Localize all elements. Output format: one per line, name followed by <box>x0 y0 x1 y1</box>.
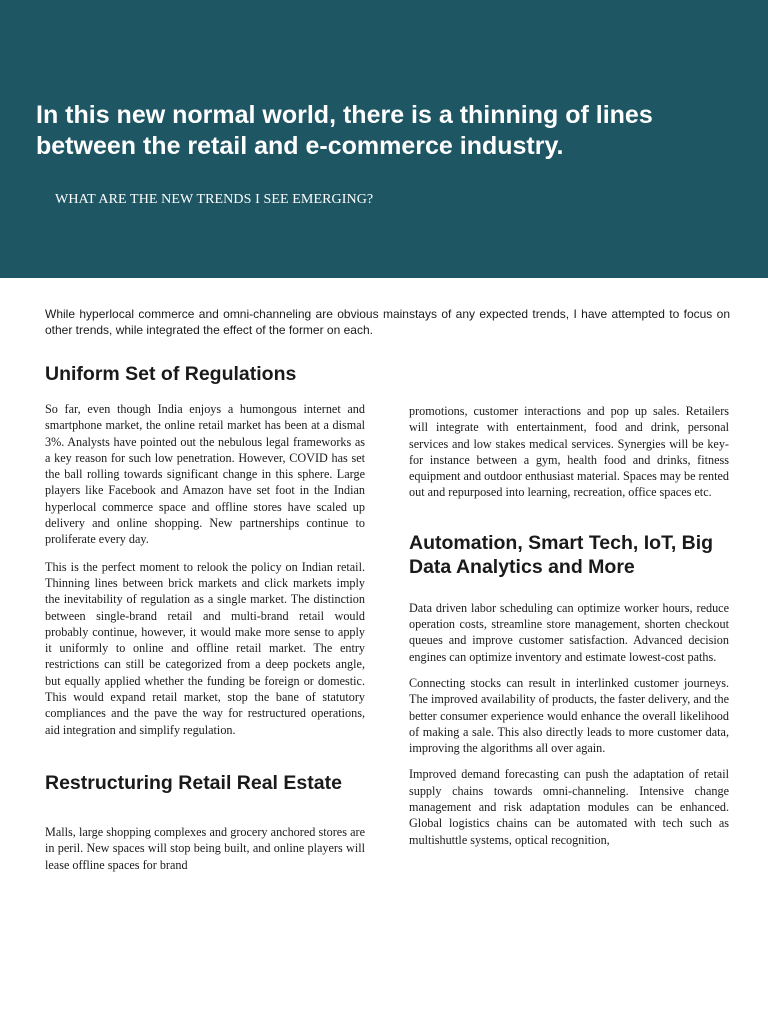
heading-automation-smart-tech: Automation, Smart Tech, IoT, Big Data Analytics and More <box>409 531 714 578</box>
paragraph: Improved demand forecasting can push the adaptation of retail supply chains towards omni-channeling. Intensive change management and risk adaptation modules can be enhanced. Global logistics chains can be automated with tech such as multishuttle systems, optical recognition, <box>409 767 729 847</box>
banner-subtitle: WHAT ARE THE NEW TRENDS I SEE EMERGING? <box>55 192 374 207</box>
heading-retail-real-estate: Restructuring Retail Real Estate <box>45 771 342 794</box>
paragraph: This is the perfect moment to relook the policy on Indian retail. Thinning lines between brick markets and click markets imply the inevitability of regulation as a single market. The distinction between single-brand retail and multi-brand retail would probably continue, however, it would make more sense to apply it uniformly to online and offline retail market. The entry restrictions can still be categorized from a deep pockets angle, but equally applied whether the funding be foreign or domestic. This would expand retail market, stop the bane of statutory compliances and the pave the way for restructured operations, aid integration and simplify regulation. <box>45 559 365 737</box>
paragraph-continued: promotions, customer interactions and pop up sales. Retailers will integrate with entertainment, food and drink, personal services and low stakes medical services. Synergies will be key- for instance between a gym, health food and drinks, fitness equipment and outdoor enthusiast material. Spaces may be rented out and repurposed into learning, recreation, office spaces etc. <box>409 404 729 500</box>
paragraph: Connecting stocks can result in interlinked customer journeys. The improved availability of products, the faster delivery, and the better consumer experience would enhance the overall likelihood of making a sale. This also directly leads to more customer data, improving the algorithms all over again. <box>409 675 729 756</box>
banner-title: In this new normal world, there is a thinning of lines between the retail and e-commerce industry. <box>36 101 653 160</box>
paragraph: So far, even though India enjoys a humongous internet and smartphone market, the online retail market has been at a dismal 3%. Analysts have pointed out the nebulous legal frameworks as a key reason for such low penetration. However, COVID has set the ball rolling towards significant change in this sphere. Large players like Facebook and Amazon have set foot in the Indian hyperlocal commerce space and offline stores have scaled up delivery and online shopping. New partnerships continue to proliferate every day. <box>45 402 365 547</box>
right-column <box>409 403 729 848</box>
heading-uniform-regulations: Uniform Set of Regulations <box>45 363 297 385</box>
left-column <box>45 362 365 873</box>
paragraph: Malls, large shopping complexes and grocery anchored stores are in peril. New spaces will stop being built, and online players will lease offline spaces for brand <box>45 824 365 872</box>
intro-paragraph: While hyperlocal commerce and omni-channeling are obvious mainstays of any expected trends, I have attempted to focus on other trends, while integrated the effect of the former on each. <box>45 307 730 337</box>
header-banner <box>0 0 768 278</box>
paragraph: Data driven labor scheduling can optimize worker hours, reduce operation costs, streamline store management, shorten checkout queues and improve customer satisfaction. Advanced decision engines can optimize inventory and estimate lowest-cost paths. <box>409 600 729 664</box>
